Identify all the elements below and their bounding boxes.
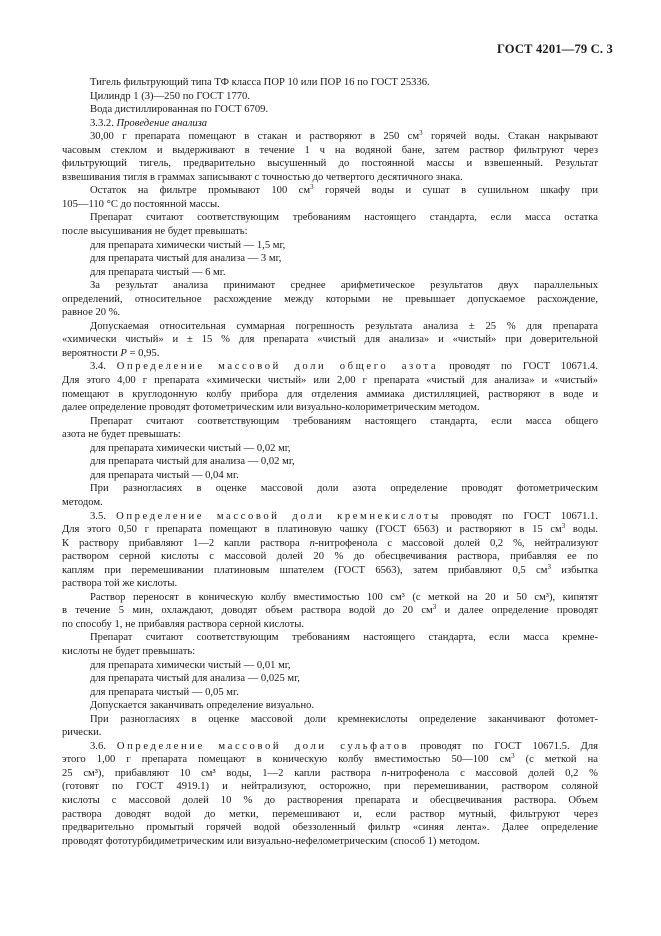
text-line [62, 618, 598, 632]
text-line [62, 374, 598, 388]
text-run: каплям при перемешивании платиновым шпателем (ГОСТ 6563), затем прибавляют 0,5 см [62, 564, 548, 576]
text-line [62, 333, 598, 347]
text-line [62, 645, 598, 659]
text-line [62, 306, 598, 320]
text-run: для препарата химически чистый — 1,5 мг, [90, 239, 286, 251]
document-body [62, 76, 598, 848]
text-run: 25 см³), прибавляют 10 см³ воды, 1—2 капли раствора [62, 767, 382, 779]
text-run: проводят по ГОСТ 10671.4. [438, 361, 598, 373]
text-run: 3.6. [90, 740, 117, 752]
text-line [62, 293, 598, 307]
text-line [62, 279, 598, 293]
text-line [62, 239, 598, 253]
text-run: определений, относительное расхождение между которыми не превышает допускаемое расхождение, [62, 293, 598, 305]
text-line [62, 252, 598, 266]
italic-run: п [381, 767, 387, 779]
spaced-heading: Определение массовой доли сульфатов [116, 740, 410, 752]
text-line [62, 740, 598, 754]
text-line [62, 198, 598, 212]
text-run: и далее определение проводят [436, 605, 598, 617]
text-line [62, 401, 598, 415]
text-run: Вода дистиллированная по ГОСТ 6709. [90, 104, 269, 116]
text-run: При разногласиях в оценке массовой доли азота определение проводят фотометрическим [90, 483, 598, 495]
text-run: раствора той же кислоты. [62, 578, 178, 590]
text-line [62, 699, 598, 713]
text-run: далее определение проводят фотометрическим или визуально-колориметрическим методом. [62, 402, 480, 414]
spaced-heading: Определение массовой доли кремнекислоты [116, 510, 441, 522]
text-run: для препарата чистый — 0,05 мг. [90, 686, 239, 698]
text-line [62, 388, 598, 402]
italic-run: Проведение анализа [116, 117, 208, 129]
text-run: этого 1,00 г препарата помещают в коническую колбу вместимостью 50—100 см [62, 754, 512, 766]
text-run: горячей воды и сушат в сушильном шкафу при [313, 185, 598, 197]
text-run: рически. [62, 727, 102, 739]
text-line [62, 659, 598, 673]
text-line [62, 130, 598, 144]
text-line [62, 821, 598, 835]
text-line [62, 428, 598, 442]
text-run: Остаток на фильтре промывают 100 см [90, 185, 311, 197]
text-line [62, 767, 598, 781]
text-line [62, 510, 598, 524]
text-run: При разногласиях в оценке массовой доли кремнекислоты определение заканчивают фотомет- [90, 713, 598, 725]
text-line [62, 726, 598, 740]
text-line [62, 90, 598, 104]
text-line [62, 753, 598, 767]
italic-run: Р [120, 347, 127, 359]
text-run: помещают в круглодонную колбу прибора для отделения аммиака дистилляцией, растворяют в воде и [62, 388, 598, 400]
text-line [62, 794, 598, 808]
text-line [62, 482, 598, 496]
text-line [62, 347, 598, 361]
text-run: проводят по ГОСТ 10671.1. [440, 510, 598, 522]
text-run: после высушивания не будет превышать: [62, 226, 248, 238]
text-run: по способу 1, не прибавляя раствора серной кислоты. [62, 618, 305, 630]
text-line [62, 184, 598, 198]
text-run: -нитрофенола с массовой долей 0,2 %, нейтрализуют [314, 537, 598, 549]
text-line [62, 320, 598, 334]
text-line [62, 211, 598, 225]
text-run: «химически чистый» и ± 15 % для препарата «чистый для анализа» и «чистый» при доверительной [62, 334, 598, 346]
text-line [62, 266, 598, 280]
text-line [62, 469, 598, 483]
text-run: К раствору прибавляют 1—2 капли раствора [62, 537, 310, 549]
text-run: часовым стеклом и выдерживают в течение 1 ч на водяной бане, затем раствор фильтруют через [62, 144, 598, 156]
text-run: (готовят по ГОСТ 4919.1) и нейтрализуют, осторожно, при перемешивании, раствором соляной [62, 781, 598, 793]
text-run: = 0,95. [126, 347, 160, 359]
text-run: Препарат считают соответствующим требованиям настоящего стандарта, если масса кремне- [90, 632, 598, 644]
superscript: 3 [419, 129, 423, 138]
text-run: 3.4. [90, 361, 117, 373]
text-run: избытка [550, 564, 598, 576]
text-run: в течение 5 мин, охлаждают, доводят объем раствора водой до 20 см [62, 605, 433, 617]
text-run: Препарат считают соответствующим требованиям настоящего стандарта, если масса общего [90, 415, 598, 427]
text-run: (с меткой на [514, 754, 598, 766]
text-run: Допускаемая относительная суммарная погрешность результата анализа ± 25 % для препарата [90, 320, 598, 332]
text-line [62, 564, 598, 578]
text-line [62, 808, 598, 822]
text-run: для препарата чистый — 0,04 мг. [90, 469, 239, 481]
text-run: 105—110 °С до постоянной массы. [62, 198, 220, 210]
text-line [62, 157, 598, 171]
text-run: 3.3.2. [90, 117, 117, 129]
superscript: 3 [310, 183, 314, 192]
text-run: Допускается заканчивать определение визуально. [90, 700, 315, 712]
text-run: За результат анализа принимают среднее арифметическое результатов двух параллельных [90, 280, 598, 292]
text-run: для препарата чистый для анализа — 3 мг, [90, 253, 282, 265]
text-run: Цилиндр 1 (3)—250 по ГОСТ 1770. [90, 90, 250, 102]
text-run: кислоты с массовой долей 10 % до растворения препарата и обесцвечивания раствора. Объем [62, 794, 598, 806]
text-line [62, 455, 598, 469]
text-line [62, 780, 598, 794]
text-line [62, 631, 598, 645]
page-header: ГОСТ 4201—79 С. 3 [496, 42, 613, 56]
text-line [62, 713, 598, 727]
text-run: проводят фототурбидиметрическим или визуально-нефелометрическим (способ 1) методом. [62, 835, 480, 847]
text-line [62, 117, 598, 131]
text-line [62, 103, 598, 117]
text-line [62, 360, 598, 374]
text-line [62, 171, 598, 185]
text-line [62, 577, 598, 591]
text-line [62, 835, 598, 849]
text-run: Раствор переносят в коническую колбу вместимостью 100 см³ (с меткой на 20 и 50 см³), кипятят [90, 591, 598, 603]
text-run: вероятности [62, 347, 121, 359]
italic-run: п [309, 537, 315, 549]
text-run: горячей воды. Стакан накрывают [422, 131, 598, 143]
text-run: методом. [62, 496, 103, 508]
text-run: фильтрующий тигель, предварительно высушенный до постоянной массы и взвешенный. Результат [62, 158, 598, 170]
text-line [62, 550, 598, 564]
text-run: -нитрофенола с массовой долей 0,2 % [386, 767, 598, 779]
text-line [62, 672, 598, 686]
text-line [62, 144, 598, 158]
text-run: Тигель фильтрующий типа ТФ класса ПОР 10 или ПОР 16 по ГОСТ 25336. [90, 77, 430, 88]
text-run: кислоты не будет превышать: [62, 645, 196, 657]
superscript: 3 [547, 562, 551, 571]
text-run: равное 20 %. [62, 307, 121, 319]
text-line [62, 537, 598, 551]
text-run: 3.5. [90, 510, 117, 522]
text-run: раствором серной кислоты с массовой долей 20 % до обесцвечивания раствора, прибавляя ее по [62, 551, 598, 563]
superscript: 3 [511, 752, 515, 761]
text-run: Препарат считают соответствующим требованиям настоящего стандарта, если масса остатка [90, 212, 598, 224]
text-run: раствора доводят водой до метки, перемешивают и, если раствор мутный, фильтруют через [62, 808, 598, 820]
text-line [62, 686, 598, 700]
text-run: азота не будет превышать: [62, 429, 181, 441]
text-run: для препарата чистый для анализа — 0,025 мг, [90, 673, 300, 685]
text-run: воды. [565, 524, 598, 536]
spaced-heading: Определение массовой доли общего азота [116, 361, 439, 373]
text-line [62, 604, 598, 618]
text-line [62, 496, 598, 510]
text-line [62, 523, 598, 537]
text-run: предварительно промытый горячей водой обеззоленный фильтр «синяя лента». Далее определение [62, 822, 598, 834]
text-run: 30,00 г препарата помещают в стакан и растворяют в 250 см [90, 131, 420, 143]
text-line [62, 415, 598, 429]
text-run: взвешивания тигля в граммах записывают с точностью до четвертого десятичного знака. [62, 171, 463, 183]
text-run: проводят по ГОСТ 10671.5. Для [409, 740, 598, 752]
text-run: для препарата чистый для анализа — 0,02 мг, [90, 456, 295, 468]
text-line [62, 225, 598, 239]
superscript: 3 [561, 522, 566, 531]
text-run: для препарата химически чистый — 0,01 мг, [90, 659, 291, 671]
text-run: для препарата чистый — 6 мг. [90, 266, 226, 278]
text-run: Для этого 0,50 г препарата помещают в платиновую чашку (ГОСТ 6563) и растворяют в 15 см [62, 524, 562, 536]
text-line [62, 442, 598, 456]
text-run: для препарата химически чистый — 0,02 мг, [90, 442, 291, 454]
text-line [62, 76, 598, 90]
text-run: Для этого 4,00 г препарата «химически чистый» или 2,00 г препарата «чистый для анализа» и «чистый» [62, 375, 598, 387]
superscript: 3 [432, 603, 437, 612]
text-line [62, 591, 598, 605]
